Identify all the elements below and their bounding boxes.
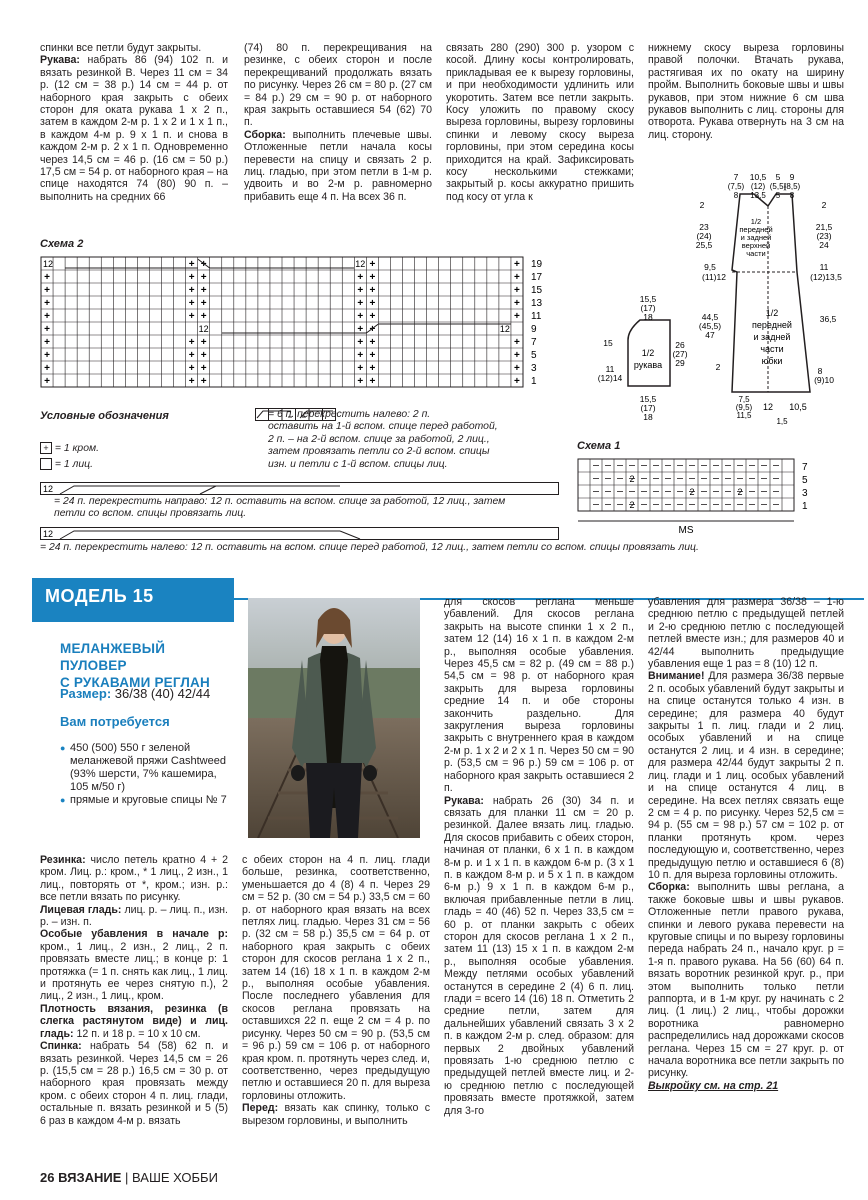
paragraph: (74) 80 п. перекрещивания на резинке, с обеих сторон и после перекрещиваний продолжать вязать по рисунку. Через 26 см = 80 р. (27 см = 84 р.) 29 см = 90 р. от наборного края закрыть оставшиеся 54 (62) 70 п. bbox=[244, 42, 432, 129]
material-item: ● 450 (500) 550 г зеленой меланжевой пряжи Cashtweed (93% шерсти, 7% кашемира, 105 м/50 г) bbox=[60, 742, 235, 794]
model-banner-text: МОДЕЛЬ 15 bbox=[45, 586, 154, 606]
plus-mark: + bbox=[188, 363, 195, 374]
plus-mark: + bbox=[369, 259, 376, 270]
text-col-4 bbox=[648, 42, 844, 141]
cross24r-symbol bbox=[40, 482, 560, 496]
text-col-c bbox=[444, 596, 634, 1117]
plus-mark: + bbox=[188, 376, 195, 387]
cable-12: 12 bbox=[355, 259, 366, 269]
dimension-label: 13,5 bbox=[750, 191, 766, 200]
dimension-label: (17) bbox=[640, 303, 656, 313]
paragraph: спинки все петли будут закрыты. bbox=[40, 42, 202, 54]
row-label: 5 bbox=[802, 475, 808, 486]
plus-mark: + bbox=[188, 311, 195, 322]
plus-mark: + bbox=[188, 285, 195, 296]
text-col-b bbox=[242, 854, 430, 1127]
plus-mark: + bbox=[369, 324, 376, 335]
dimension-label: (45,5) bbox=[698, 321, 722, 331]
dimension-label: (12)14 bbox=[597, 373, 623, 383]
ms-label: MS bbox=[678, 525, 694, 536]
two-mark: 2 bbox=[689, 487, 695, 497]
plus-mark: + bbox=[369, 311, 376, 322]
dimension-label: (8,5) bbox=[783, 182, 801, 191]
dimension-label: 2 bbox=[699, 200, 705, 210]
row-label: 15 bbox=[531, 285, 543, 296]
dimension-label: (11)12 bbox=[702, 272, 726, 282]
paragraph: с обеих сторон на 4 п. лиц. глади больше, резинка, соответственно, уменьшается до 4 (8) 4 п. Через 29 см = 52 р. (30 см = 54 р.) 33,5 см = 60 р. от наборного края вязать на всех петлях лиц. гладью. Через 31 см = 56 р. (32 см = 58 р.) 35,5 см = 64 р. от наборного края закрыть с обеих сторон для скосов реглана 1 х 2 п., затем 14 (16) 18 х 1 п. в каждом 2-м р., выполняя особые убавления. После последнего убавления для скосов реглана провязать на оставшихся 22 п. еще 2 см = 4 р. по рисунку. Через 50 см = 90 р. (53,5 см = 96 р.) 59 см = 106 р. от наборного края кром. п. протянуть через след. и, соответственно, через предыдущую петлю и оставшиеся 20 п. для выреза горловины отложить. bbox=[242, 854, 430, 1102]
legend-line: = 6 п. перекрестить налево: 2 п. bbox=[268, 409, 431, 420]
row-label: 7 bbox=[802, 462, 808, 473]
legend-line: петли со вспом. спицы провязать лиц. bbox=[54, 508, 247, 520]
center-label: и задней bbox=[753, 332, 791, 342]
cable-12: 12 bbox=[499, 324, 510, 334]
model-title bbox=[60, 640, 235, 691]
plus-mark: + bbox=[357, 363, 364, 374]
dimension-label: 24 bbox=[819, 240, 829, 250]
plus-mark: + bbox=[44, 298, 50, 309]
dimension-label: 10,5 bbox=[749, 172, 767, 182]
plus-mark: + bbox=[514, 272, 520, 283]
legend-krom bbox=[40, 442, 99, 455]
dimension-label: 8 bbox=[789, 191, 795, 200]
plus-mark: + bbox=[200, 363, 207, 374]
plus-mark: + bbox=[44, 363, 50, 374]
plus-mark: + bbox=[357, 324, 364, 335]
paragraph: Внимание! Для размера 36/38 первые 2 п. особых убавлений будут закрыты и на спице останутся только 4 изн. в середине; для размера 40 будут закрыты 1 п. лиц. глади и 2 лиц. особых убавлений и на спице останутся 2 лиц. и 4 изн. в середине; для размера 42/44 будут закрыты 2 п. лиц. глади и 1 лиц. особых убавлений и на спице останутся 4 лиц. в середине. На всех петлях связать еще 2 см = 4 р. по рисунку. Через 52,5 см = 94 р. (55 см = 98 р.) 57 см = 102 р. от планки протянуть кром. через последующую и, соответственно, через предыдущую петлю и оставшиеся 6 (8) 10 п. для выреза горловины отложить. bbox=[648, 670, 844, 881]
scheme1-grid bbox=[577, 457, 827, 537]
two-mark: 2 bbox=[629, 500, 635, 510]
plus-mark: + bbox=[188, 259, 195, 270]
scheme2-title: Схема 2 bbox=[40, 238, 84, 250]
plus-mark: + bbox=[188, 350, 195, 361]
plus-mark: + bbox=[514, 298, 520, 309]
dimension-label: 21,5 bbox=[815, 222, 833, 232]
materials-list bbox=[60, 742, 235, 807]
two-mark: 2 bbox=[629, 474, 635, 484]
dimension-label: 10,5 bbox=[789, 402, 807, 412]
cross24l-symbol bbox=[40, 527, 560, 541]
legend-line: = 24 п. перекрестить направо: 12 п. оставить на вспом. спице за работой, 12 лиц., затем bbox=[54, 496, 506, 507]
plus-mark: + bbox=[357, 350, 364, 361]
plus-mark: + bbox=[44, 376, 50, 387]
page-footer bbox=[40, 1170, 218, 1185]
center-label: юбки bbox=[761, 356, 783, 366]
dimension-label: 18 bbox=[643, 412, 653, 422]
model-title-line2: С РУКАВАМИ РЕГЛАН bbox=[60, 675, 210, 690]
dimension-label: 44,5 bbox=[701, 312, 719, 322]
plus-mark: + bbox=[514, 311, 520, 322]
paragraph: Рукава: набрать 86 (94) 102 п. и вязать резинкой В. Через 11 см = 34 р. (12 см = 38 р.) 14 см = 44 р. от наборного края закрыть с обеих сторон для оката рукава 1 х 2 п., затем в каждом 2-м р. 1 х 2 и 1 х 1 п., в каждом 4-м р. 9 х 1 п. и снова в каждом 2-м р. 2 х 1 п. Одновременно через 14,5 см = 46 р. (16 см = 50 р.) 17,5 см = 54 р. от наборного края – на спице находятся 74 (80) 90 п. – выполнить на средних 66 bbox=[40, 54, 228, 203]
paragraph: Лицевая гладь: лиц. р. – лиц. п., изн. р. – изн. п. bbox=[40, 903, 228, 929]
dimension-label: 47 bbox=[705, 330, 715, 340]
paragraph: связать 280 (290) 300 р. узором с косой. Длину косы контролировать, прикладывая ее к вырезу горловины, и при необходимости удлинить или укоротить. Затем все петли закрыть. Косу уложить по правому скосу выреза горловины, вырезу горловины спинки и левому скосу выреза горловины, при этом середина косы приходится на край. Зафиксировать косу несколькими стежками; закрытый р. косы аккуратно пришить под косу от угла к bbox=[446, 42, 634, 203]
legend-title: Условные обозначения bbox=[40, 410, 169, 422]
plus-mark: + bbox=[200, 298, 207, 309]
page-number: 26 bbox=[40, 1170, 55, 1185]
dimension-label: 25,5 bbox=[695, 240, 713, 250]
center-label: передней bbox=[739, 225, 773, 234]
legend-line: затем провязать петли со 2-й вспом. спицы bbox=[268, 446, 490, 458]
scheme2-grid bbox=[40, 255, 560, 395]
plus-mark: + bbox=[44, 350, 50, 361]
paragraph: Спинка: набрать 54 (58) 62 п. и вязать резинкой. Через 14,5 см = 26 р. (15,5 см = 28 р.) 16,5 см = 30 р. от наборного края провязать между кром. с обеих сторон 4 п. лиц. глади, остальные п. вязать резинкой и 5 (5) 6 раз в каждом 4-м р. вязать bbox=[40, 1040, 228, 1127]
text-col-a bbox=[40, 854, 228, 1127]
text-col-d bbox=[648, 596, 844, 1092]
legend-line: изн. и петли с 1-й вспом. спицы лиц. bbox=[268, 458, 448, 470]
text-col-2 bbox=[244, 42, 432, 203]
row-label: 1 bbox=[802, 501, 808, 512]
dimension-label: 15 bbox=[603, 338, 613, 348]
dimension-label: 18 bbox=[643, 312, 653, 322]
plus-mark: + bbox=[369, 272, 376, 283]
legend-line: оставить на 1-й вспом. спице перед работой, bbox=[268, 421, 498, 433]
paragraph: Резинка: число петель кратно 4 + 2 кром. Лиц. р.: кром., * 1 лиц., 2 изн., 1 лиц., повторять от *, кром.; изн. р.: все петли вязать по рисунку. bbox=[40, 854, 228, 904]
plus-mark: + bbox=[44, 285, 50, 296]
plus-mark: + bbox=[200, 311, 207, 322]
plus-mark: + bbox=[200, 259, 207, 270]
size-line bbox=[60, 686, 210, 701]
dimension-label: (12)13,5 bbox=[810, 272, 842, 282]
scheme1-title: Схема 1 bbox=[577, 440, 621, 452]
paragraph: Сборка: выполнить швы реглана, а также боковые швы и швы рукавов. Отложенные петли правого рукава, спинки и левого рукава перевести на круговые спицы и по вырезу горловины переда набрать 24 п., начало круг. р = 1-я п. правого рукава. На 56 (60) 64 п. вязать воротник резинкой круг. р., при этом выполнить только петли раппорта, и в 1-м круг. ру начинать с 2 лиц. (1 лиц.) 2 лиц., чтобы дорожки воротника равномерно распределились над дорожками скосов реглана. Через 15 см = 27 круг. р. от начала воротника все петли закрыть по рисунку. bbox=[648, 881, 844, 1080]
plus-mark: + bbox=[200, 350, 207, 361]
paragraph: Сборка: выполнить плечевые швы. Отложенные петли начала косы перевести на спицу и связать 2 р. лиц. гладью, при этом петли в 1-м р. удвоить и во 2-м р. равномерно прибавить еще 4 п. На всех 36 п. bbox=[244, 128, 432, 203]
plus-mark: + bbox=[44, 337, 50, 348]
dimension-label: 5 bbox=[775, 172, 781, 182]
plus-mark: + bbox=[514, 337, 520, 348]
row-label: 17 bbox=[531, 272, 543, 283]
paragraph: Перед: вязать как спинку, только с вырезом горловины, и выполнить bbox=[242, 1102, 430, 1127]
dimension-label: (9,5) bbox=[735, 403, 753, 412]
plus-mark: + bbox=[44, 311, 50, 322]
row-label: 7 bbox=[531, 337, 537, 348]
paragraph: убавления для размера 36/38 – 1-ю среднюю петлю с предыдущей петлей и 2-ю среднюю петлю с последующей петлей вместе изн.; для размеров 40 и 42/44 выполнить предыдущие убавления еще 1 раз = 8 (10) 12 п. bbox=[648, 596, 844, 671]
center-label: и задней bbox=[740, 233, 772, 242]
cross24r-num: 12 bbox=[43, 484, 54, 494]
plus-mark: + bbox=[357, 285, 364, 296]
empty-box-icon bbox=[40, 458, 52, 470]
plus-mark: + bbox=[44, 324, 50, 335]
row-label: 1 bbox=[531, 376, 537, 387]
row-label: 19 bbox=[531, 259, 543, 270]
cable-12: 12 bbox=[43, 259, 54, 269]
plus-mark: + bbox=[188, 337, 195, 348]
plus-mark: + bbox=[188, 272, 195, 283]
dimension-label: 1,5 bbox=[776, 417, 788, 426]
plus-mark: + bbox=[200, 376, 207, 387]
plus-mark: + bbox=[514, 285, 520, 296]
dimension-label: 5 bbox=[775, 191, 781, 200]
pattern-drawing bbox=[592, 170, 868, 428]
dimension-label: (9)10 bbox=[814, 375, 834, 385]
sleeve-label: рукава bbox=[633, 360, 663, 370]
legend-cross24l: = 24 п. перекрестить налево: 12 п. оставить на вспом. спице перед работой, 12 лиц., затем петли со вспом. спицы провязать лиц. bbox=[40, 542, 699, 553]
plus-mark: + bbox=[369, 350, 376, 361]
plus-mark: + bbox=[514, 259, 520, 270]
row-label: 9 bbox=[531, 324, 537, 335]
two-mark: 2 bbox=[737, 487, 743, 497]
plus-mark: + bbox=[369, 363, 376, 374]
plus-mark: + bbox=[200, 272, 207, 283]
material-item: ● прямые и круговые спицы № 7 bbox=[60, 794, 235, 807]
legend-cross6 bbox=[268, 409, 538, 471]
size-label: Размер: bbox=[60, 686, 112, 701]
row-label: 11 bbox=[531, 311, 542, 322]
need-heading: Вам потребуется bbox=[60, 714, 170, 729]
paragraph: Особые убавления в начале р: кром., 1 лиц., 2 изн., 2 лиц., 2 п. провязать вместе лиц.; в конце р: 1 протяжка (= 1 п. снять как лиц., 1 лиц. и протянуть ее через снятую п.), 2 лиц., 2 изн., 1 лиц., кром. bbox=[40, 928, 228, 1003]
dimension-label: (23) bbox=[816, 231, 832, 241]
dimension-label: 7,5 bbox=[738, 395, 750, 404]
dimension-label: 11 bbox=[605, 364, 615, 374]
dimension-label: (12) bbox=[750, 182, 766, 191]
model-photo bbox=[248, 598, 420, 838]
dimension-label: 11 bbox=[819, 262, 829, 272]
paragraph: Рукава: набрать 26 (30) 34 п. и связать для планки 11 см = 20 р. резинкой. Далее вязать лиц. гладью. Для скосов прибавить с обеих сторон, начиная от планки, 6 х 1 п. в каждом 8-м р. и 1 х 1 п. в каждом 6-м р. (3 х 1 п. в каждом 8-м р. и 5 х 1 п. в каждом 6-м р.) 9 х 1 п. в каждом 6-м р., включая прибавленные петли в лиц. гладь = 40 (46) 52 п. Через 33,5 см = 60 р. от планки закрыть с обеих сторон для скосов реглана 1 х 2 п., затем 11 (13) 15 х 1 п. в каждом 2-м р., выполняя особые убавления. Между петлями особых убавлений останутся в середине 2 (4) 6 п. лиц. глади = всего 14 (16) 18 п. Отметить 2 средние петли, затем для дальнейших убавлений связать 3 х 2 п. в каждом 2-м р. след. образом: для первых 2 двойных убавлений провязать 1-ю среднюю петлю с предыдущей петлей вместе лиц. и 2-ю среднюю петлю с последующей провязать вместе протяжкой, затем для 3-го bbox=[444, 794, 634, 1117]
dimension-label: (27) bbox=[672, 349, 688, 359]
text-col-1 bbox=[40, 42, 228, 203]
plus-mark: + bbox=[369, 298, 376, 309]
plus-mark: + bbox=[44, 272, 50, 283]
center-label: части bbox=[746, 249, 766, 258]
dimension-label: 26 bbox=[675, 340, 685, 350]
dimension-label: 9 bbox=[789, 172, 795, 182]
paragraph: для скосов реглана меньше убавлений. Для скосов реглана закрыть на высоте спинки 1 х 2 п., затем 12 (14) 16 х 1 п. в каждом 2-м р., выполняя особые убавления. Через 45,5 см = 82 р. (49 см = 88 р.) 54,5 см = 98 р. от наборного края закрыть для выреза горловины средние 14 п. и обе стороны закончить раздельно. Для закругления выреза горловины закрыть с внутреннего края в каждом 2-м р. 1 х 2 и 2 х 1 п. Через 50 см = 90 р. (53,5 см = 96 р.) 59 см = 106 р. от наборного края закрыть оставшиеся 2 п. bbox=[444, 596, 634, 795]
legend-lic-text: = 1 лиц. bbox=[54, 458, 93, 470]
plus-mark: + bbox=[357, 337, 364, 348]
plus-mark: + bbox=[369, 285, 376, 296]
dimension-label: 15,5 bbox=[639, 294, 657, 304]
cross24l-num: 12 bbox=[43, 529, 54, 539]
footer-sep: | bbox=[121, 1170, 133, 1185]
dimension-label: 36,5 bbox=[819, 314, 837, 324]
paragraph: Выкройку см. на стр. 21 bbox=[648, 1079, 779, 1092]
plus-mark: + bbox=[357, 311, 364, 322]
dimension-label: 11,5 bbox=[736, 411, 752, 420]
dimension-label: 29 bbox=[675, 358, 685, 368]
plus-mark: + bbox=[200, 337, 207, 348]
plus-box-icon: + bbox=[40, 442, 52, 454]
plus-mark: + bbox=[357, 376, 364, 387]
paragraph: нижнему скосу выреза горловины правой полочки. Втачать рукава, растягивая их по окату на ширину пройм. Выполнить боковые швы и швы рукавов, при этом нижние 6 см шва рукавов выполнить с лиц. стороны для отворота. Рукава отвернуть на 3 см на лиц. сторону. bbox=[648, 42, 844, 141]
dimension-label: 15,5 bbox=[639, 394, 657, 404]
cable-12: 12 bbox=[198, 324, 209, 334]
plus-mark: + bbox=[369, 376, 376, 387]
plus-mark: + bbox=[200, 285, 207, 296]
plus-mark: + bbox=[514, 363, 520, 374]
legend-line: 2 п. – на 2-й вспом. спице за работой, 2 лиц., bbox=[268, 433, 490, 445]
dimension-label: 2 bbox=[715, 362, 721, 372]
magazine-brand: ВЯЗАНИЕ bbox=[58, 1170, 122, 1185]
model-title-line1: МЕЛАНЖЕВЫЙ ПУЛОВЕР bbox=[60, 641, 166, 673]
dimension-label: (24) bbox=[696, 231, 712, 241]
dimension-label: 8 bbox=[733, 191, 739, 200]
dimension-label: (7,5) bbox=[727, 182, 745, 191]
dimension-label: 23 bbox=[699, 222, 709, 232]
center-label: верхней bbox=[741, 241, 771, 250]
dimension-label: (17) bbox=[640, 403, 656, 413]
center-label: 1/2 bbox=[765, 308, 779, 318]
plus-mark: + bbox=[357, 272, 364, 283]
dimension-label: (5,5) bbox=[769, 182, 787, 191]
plus-mark: + bbox=[357, 298, 364, 309]
plus-mark: + bbox=[369, 337, 376, 348]
center-label: части bbox=[760, 344, 784, 354]
dimension-label: 2 bbox=[821, 200, 827, 210]
dimension-label: 9,5 bbox=[704, 262, 716, 272]
paragraph: Плотность вязания, резинка (в слегка растянутом виде) и лиц. гладь: 12 п. и 18 р. = 10 х 10 см. bbox=[40, 1002, 228, 1040]
row-label: 3 bbox=[802, 488, 808, 499]
plus-mark: + bbox=[188, 298, 195, 309]
legend-cross24r bbox=[54, 496, 574, 521]
center-label: 1/2 bbox=[750, 217, 762, 226]
magazine-sub: ВАШЕ ХОББИ bbox=[132, 1170, 218, 1185]
plus-mark: + bbox=[514, 350, 520, 361]
row-label: 3 bbox=[531, 363, 537, 374]
dimension-label: 8 bbox=[817, 366, 823, 376]
legend-lic bbox=[40, 458, 93, 471]
dimension-label: 7 bbox=[733, 172, 739, 182]
sleeve-label: 1/2 bbox=[641, 348, 655, 358]
row-label: 5 bbox=[531, 350, 537, 361]
plus-mark: + bbox=[514, 376, 520, 387]
center-label: передней bbox=[752, 320, 792, 330]
size-value: 36/38 (40) 42/44 bbox=[111, 686, 211, 701]
legend-krom-text: = 1 кром. bbox=[54, 442, 99, 454]
row-label: 13 bbox=[531, 298, 543, 309]
dimension-label: 12 bbox=[762, 402, 774, 412]
